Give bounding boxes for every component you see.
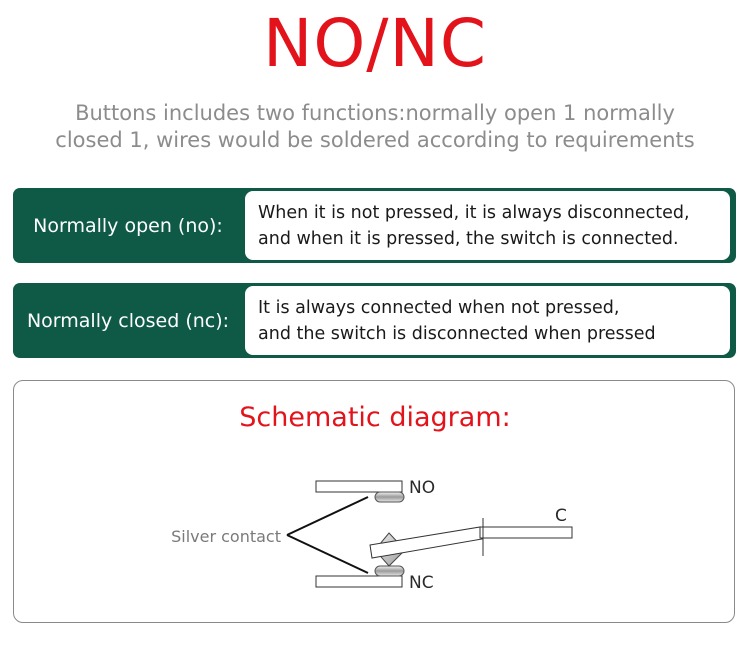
normally-closed-desc-line-2: and the switch is disconnected when pressed xyxy=(258,323,656,344)
nc-terminal-plate xyxy=(316,576,402,587)
normally-open-label: Normally open (no): xyxy=(33,214,223,237)
nc-silver-contact xyxy=(375,566,404,576)
subtitle-line-1: Buttons includes two functions:normally open 1 normally xyxy=(75,101,675,125)
schematic-title: Schematic diagram: xyxy=(239,402,511,433)
normally-open-desc-line-1: When it is not pressed, it is always disconnected, xyxy=(258,202,690,223)
no-terminal-plate xyxy=(316,481,402,492)
normally-closed-label: Normally closed (nc): xyxy=(26,309,230,332)
no-silver-contact xyxy=(375,492,404,502)
c-terminal xyxy=(480,527,572,538)
normally-open-desc-line-2: and when it is pressed, the switch is connected. xyxy=(258,228,679,249)
pointer-to-no-contact xyxy=(287,497,368,535)
normally-closed-desc-line-1: It is always connected when not pressed, xyxy=(258,297,620,318)
page-title: NO/NC xyxy=(262,5,487,82)
nc-label: NC xyxy=(409,573,434,593)
c-label: C xyxy=(555,506,567,526)
subtitle-line-2: closed 1, wires would be soldered according to requirements xyxy=(55,128,695,152)
moving-lever xyxy=(370,527,482,558)
silver-contact-label: Silver contact xyxy=(171,527,281,546)
pointer-to-nc-contact xyxy=(287,535,368,573)
no-label: NO xyxy=(409,478,436,498)
